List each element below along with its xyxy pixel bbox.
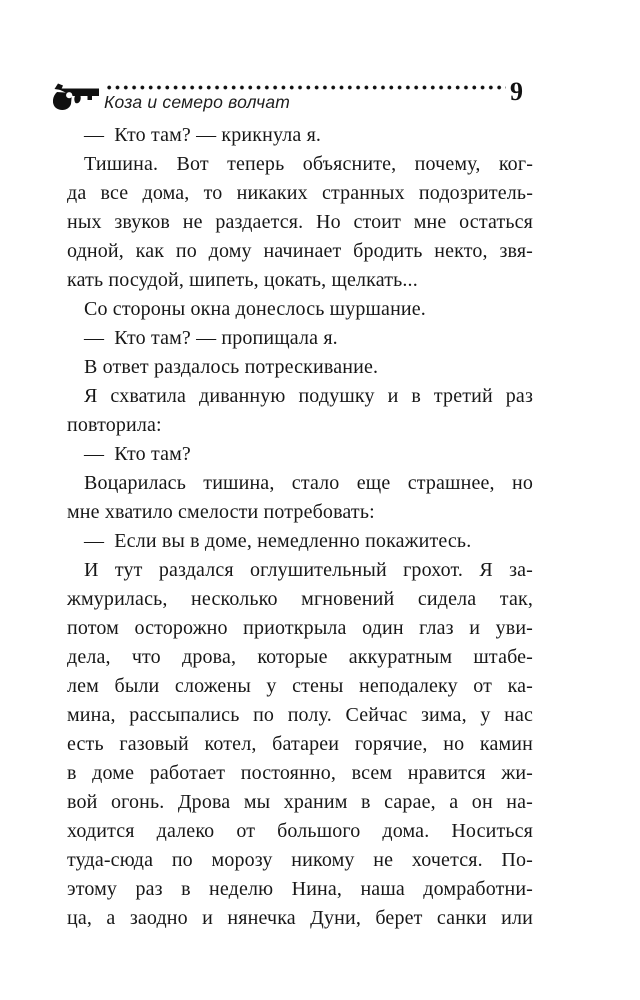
text-line: жмурилась, несколько мгновений сидела так, xyxy=(67,588,533,610)
text-line: Воцарилась тишина, стало еще страшнее, но xyxy=(84,472,533,494)
text-line: повторила: xyxy=(67,414,162,436)
page-number: 9 xyxy=(510,77,523,106)
text-line: есть газовый котел, батареи горячие, но камин xyxy=(67,733,533,755)
text-line: мина, рассыпались по полу. Сейчас зима, у нас xyxy=(67,704,533,726)
text-line: Тишина. Вот теперь объясните, почему, ког- xyxy=(84,153,533,175)
dotted-rule xyxy=(107,84,506,91)
running-title: Коза и семеро волчат xyxy=(104,92,291,112)
text-line: — Кто там? — пропищала я. xyxy=(84,327,338,349)
text-line: ходится далеко от большого дома. Носиться xyxy=(67,820,533,842)
text-line: в доме работает постоянно, всем нравится жи- xyxy=(67,762,533,784)
text-line: Я схватила диванную подушку и в третий раз xyxy=(84,385,533,407)
text-line: этому раз в неделю Нина, наша домработни- xyxy=(67,878,533,900)
text-line: — Кто там? xyxy=(84,443,191,465)
text-line: лем были сложены у стены неподалеку от ка- xyxy=(67,675,533,697)
text-line: И тут раздался оглушительный грохот. Я за- xyxy=(84,559,533,581)
text-line: одной, как по дому начинает бродить некто, звя- xyxy=(67,240,533,262)
text-line: ных звуков не раздается. Но стоит мне остаться xyxy=(67,211,533,233)
text-line: вой огонь. Дрова мы храним в сарае, а он на- xyxy=(67,791,533,813)
text-line: дела, что дрова, которые аккуратным штабе- xyxy=(67,646,533,668)
text-line: мне хватило смелости потребовать: xyxy=(67,501,375,523)
text-line: Со стороны окна донеслось шуршание. xyxy=(84,298,426,320)
text-line: — Если вы в доме, немедленно покажитесь. xyxy=(84,530,472,552)
text-line: потом осторожно приоткрыла один глаз и уви- xyxy=(67,617,533,639)
gun-icon xyxy=(53,80,101,112)
text-line: В ответ раздалось потрескивание. xyxy=(84,356,379,378)
text-line: кать посудой, шипеть, цокать, щелкать... xyxy=(67,269,418,291)
text-line: — Кто там? — крикнула я. xyxy=(84,124,322,146)
text-line: ца, а заодно и нянечка Дуни, берет санки или xyxy=(67,907,533,929)
body-text xyxy=(67,121,533,933)
text-line: туда-сюда по морозу никому не хочется. По- xyxy=(67,849,533,871)
text-line: да все дома, то никаких странных подозритель- xyxy=(67,182,533,204)
